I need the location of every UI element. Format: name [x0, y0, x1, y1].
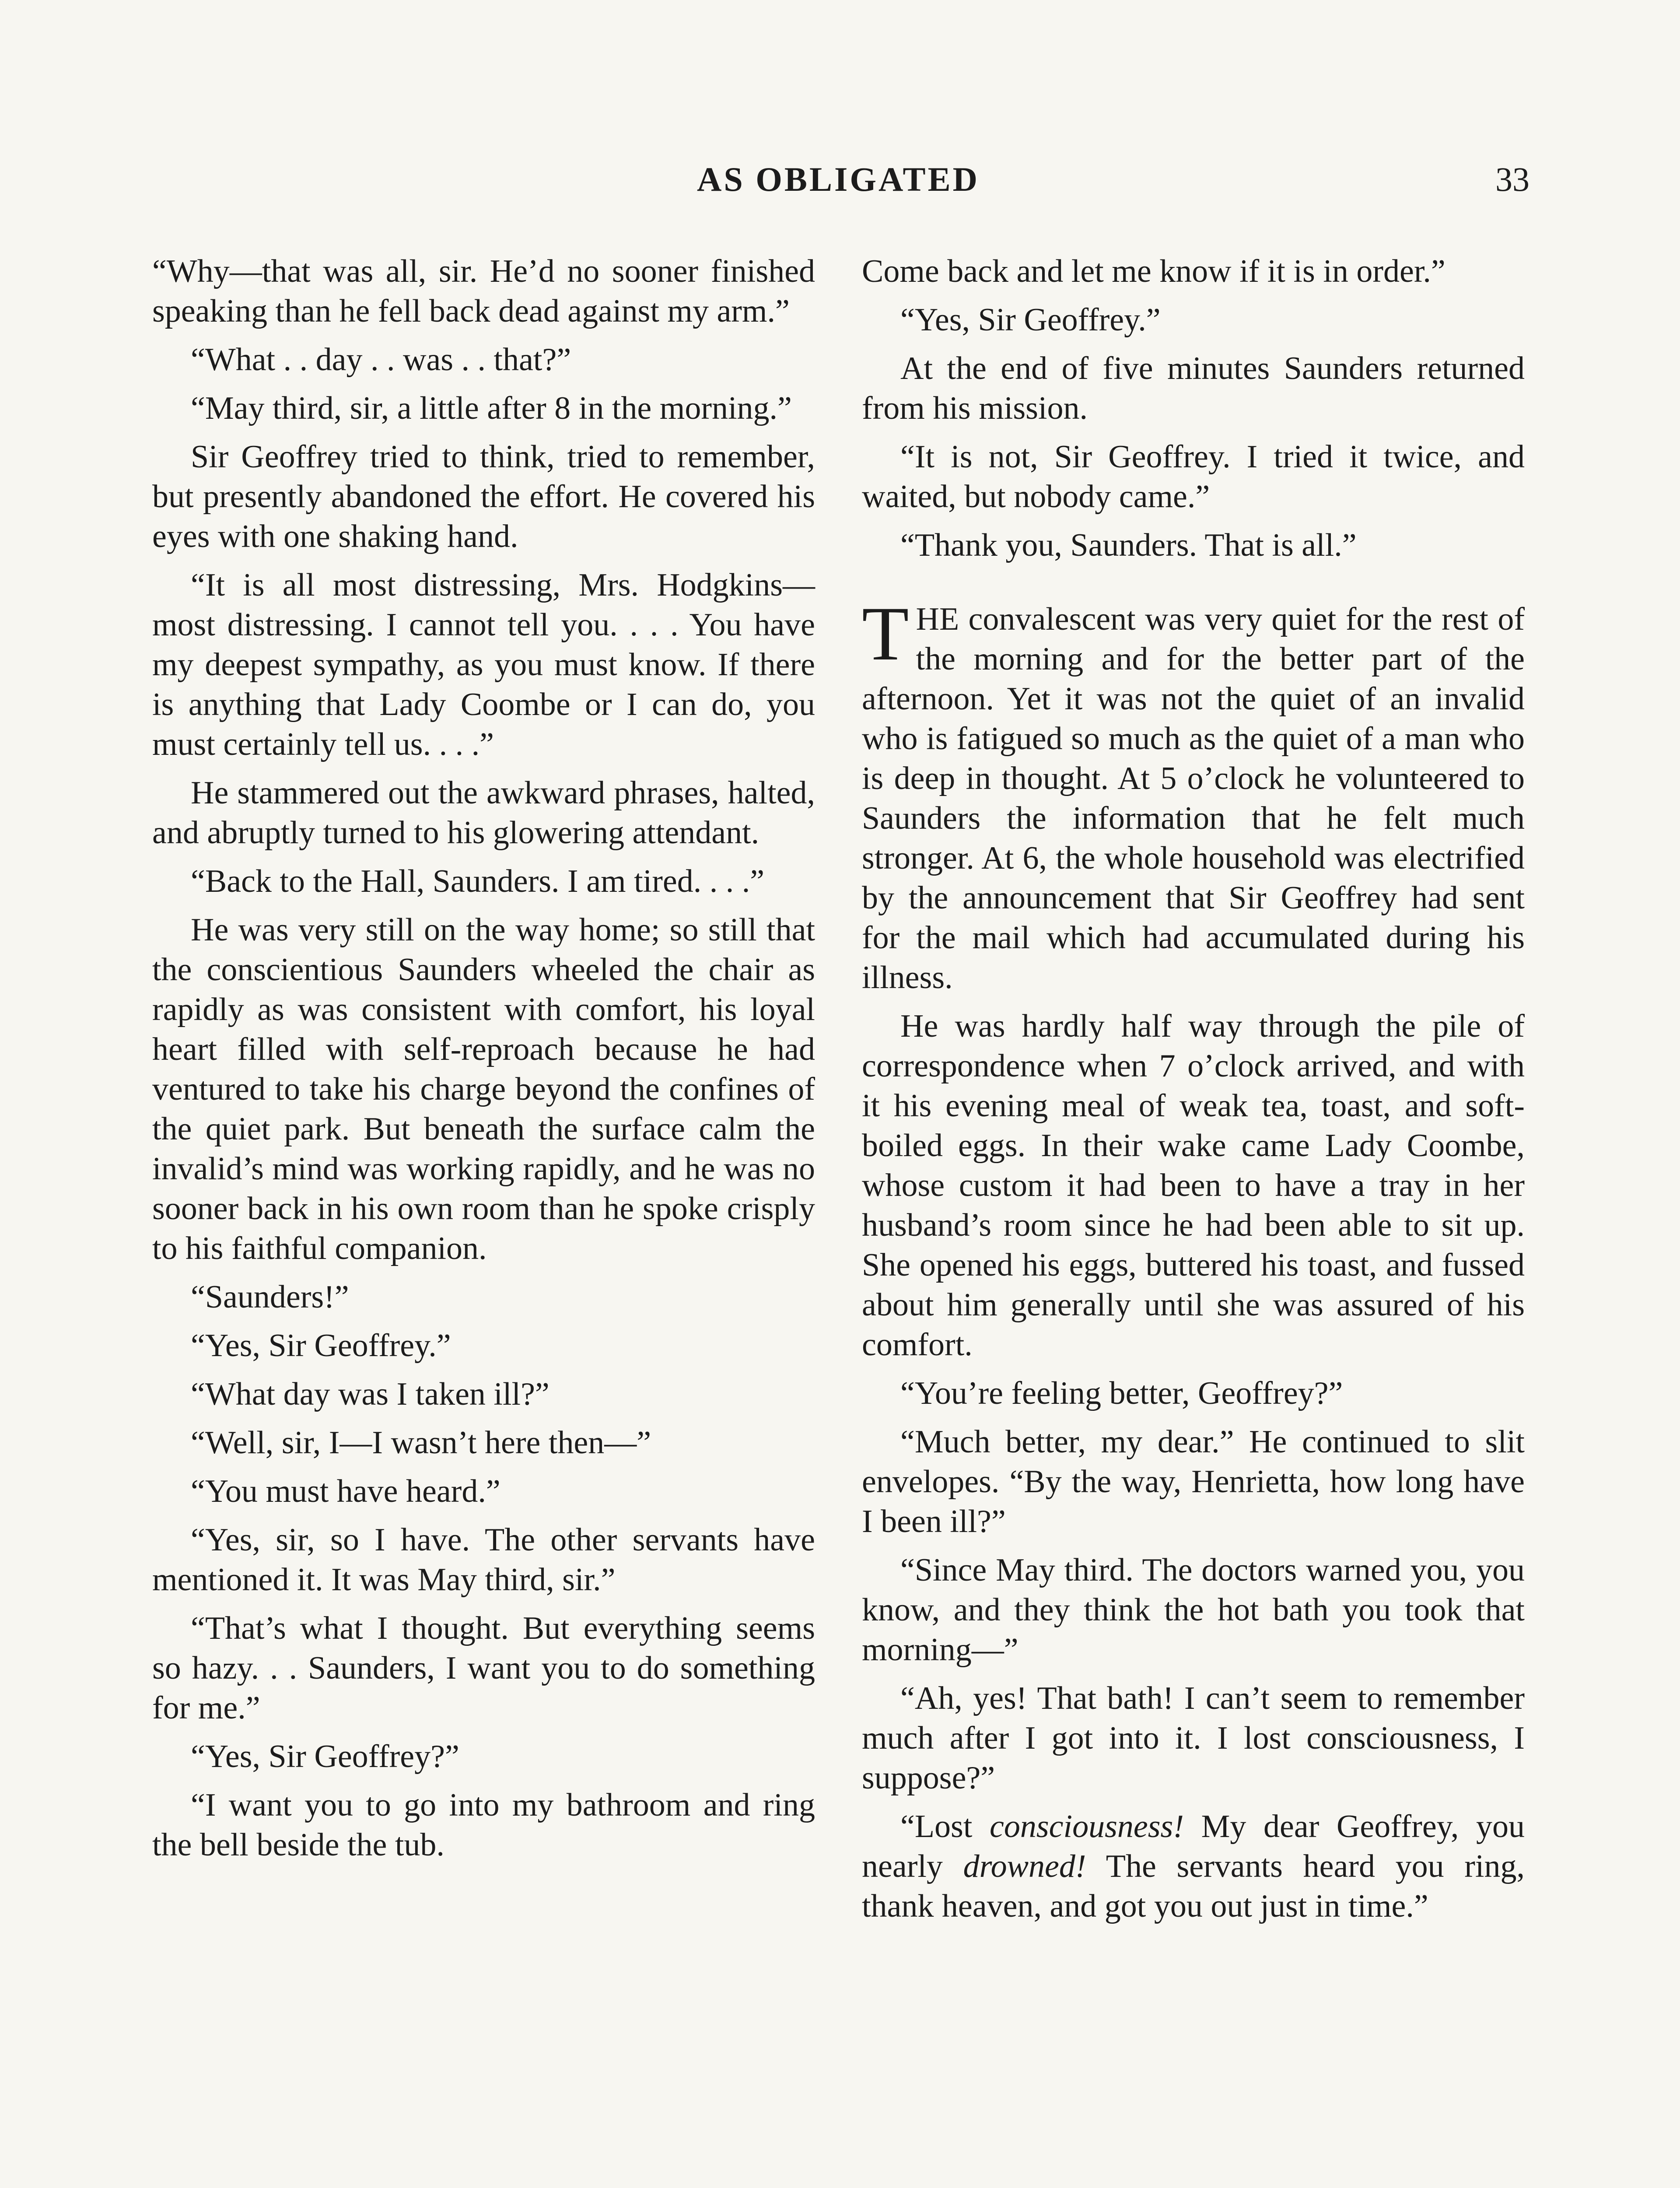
left-column	[152, 252, 815, 1874]
paragraph: “Back to the Hall, Saunders. I am tired. . . .”	[191, 863, 765, 899]
text-run: My dear Geoffrey, you nearly	[862, 1809, 1525, 1884]
paragraph: “You must have heard.”	[191, 1473, 500, 1509]
italic-emphasis: consciousness!	[990, 1809, 1184, 1844]
page-number: 33	[1495, 160, 1530, 198]
paragraph: “What day was I taken ill?”	[191, 1376, 550, 1412]
paragraph: “Yes, Sir Geoffrey.”	[900, 302, 1161, 338]
text-run: The servants heard you ring, thank heaven, and got you out just in time.”	[862, 1848, 1525, 1924]
paragraph: “It is not, Sir Geoffrey. I tried it twice, and waited, but nobody came.”	[862, 439, 1525, 515]
drop-cap: T	[862, 591, 909, 677]
paragraph: Sir Geoffrey tried to think, tried to remember, but presently abandoned the effort. He covered his eyes with one shaking hand.	[152, 439, 815, 554]
continued-paragraph: Come back and let me know if it is in order.”	[862, 253, 1446, 289]
text-run: “Lost	[900, 1809, 990, 1844]
italic-emphasis: drowned!	[963, 1848, 1086, 1884]
right-column	[862, 252, 1525, 1935]
paragraph: “I want you to go into my bathroom and ring the bell beside the tub.	[152, 1787, 815, 1863]
section-opening-text: HE convalescent was very quiet for the rest of the morning and for the better part of the afternoon. Yet it was not the quiet of an invalid who is fatigued so much as the quiet of a man who is deep in thought. At 5 o’clock he volunteered to Saunders the information that he felt much stronger. At 6, the whole household was electrified by the announcement that Sir Geoffrey had sent for the mail which had accumulated during his illness.	[862, 601, 1525, 996]
paragraph: At the end of five minutes Saunders returned from his mission.	[862, 351, 1525, 426]
paragraph: He was very still on the way home; so still that the conscientious Saunders wheeled the chair as rapidly as was consistent with comfort, his loyal heart filled with self-reproach because he had ventured to take his charge beyond the confines of the quiet park. But beneath the surface calm the invalid’s mind was working rapidly, and he was no sooner back in his own room than he spoke crisply to his faithful companion.	[152, 912, 815, 1266]
paragraph: He stammered out the awkward phrases, halted, and abruptly turned to his glowering attendant.	[152, 775, 815, 851]
section-opening-paragraph	[862, 591, 1525, 998]
paragraph: “Since May third. The doctors warned you, you know, and they think the hot bath you took that morning—”	[862, 1552, 1525, 1668]
paragraph: “Why—that was all, sir. He’d no sooner finished speaking than he fell back dead against my arm.”	[152, 253, 815, 329]
paragraph: “Yes, Sir Geoffrey?”	[191, 1739, 459, 1774]
paragraph: “Saunders!”	[191, 1279, 349, 1315]
paragraph: He was hardly half way through the pile of correspondence when 7 o’clock arrived, and with it his evening meal of weak tea, toast, and soft-boiled eggs. In their wake came Lady Coombe, whose custom it had been to have a tray in her husband’s room since he had been able to sit up. She opened his eggs, buttered his toast, and fussed about him generally until she was assured of his comfort.	[862, 1008, 1525, 1363]
paragraph: “May third, sir, a little after 8 in the morning.”	[191, 390, 792, 426]
final-paragraph	[862, 1807, 1525, 1926]
paragraph: “You’re feeling better, Geoffrey?”	[900, 1375, 1343, 1411]
paragraph: “What . . day . . was . . that?”	[191, 342, 571, 378]
paragraph: “Yes, Sir Geoffrey.”	[191, 1328, 451, 1364]
paragraph: “Much better, my dear.” He continued to slit envelopes. “By the way, Henrietta, how long have I been ill?”	[862, 1424, 1525, 1539]
paragraph: “It is all most distressing, Mrs. Hodgkins—most distressing. I cannot tell you. . . . You have my deepest sympathy, as you must know. If there is anything that Lady Coombe or I can do, you must certainly tell us. . . .”	[152, 567, 815, 762]
paragraph: “Thank you, Saunders. That is all.”	[900, 527, 1357, 563]
paragraph: “Ah, yes! That bath! I can’t seem to remember much after I got into it. I lost consciousness, I suppose?”	[862, 1680, 1525, 1796]
paragraph: “Well, sir, I—I wasn’t here then—”	[191, 1425, 651, 1461]
paragraph: “That’s what I thought. But everything seems so hazy. . . Saunders, I want you to do something for me.”	[152, 1610, 815, 1726]
running-title: AS OBLIGATED	[697, 160, 980, 198]
paragraph: “Yes, sir, so I have. The other servants have mentioned it. It was May third, sir.”	[152, 1522, 815, 1598]
